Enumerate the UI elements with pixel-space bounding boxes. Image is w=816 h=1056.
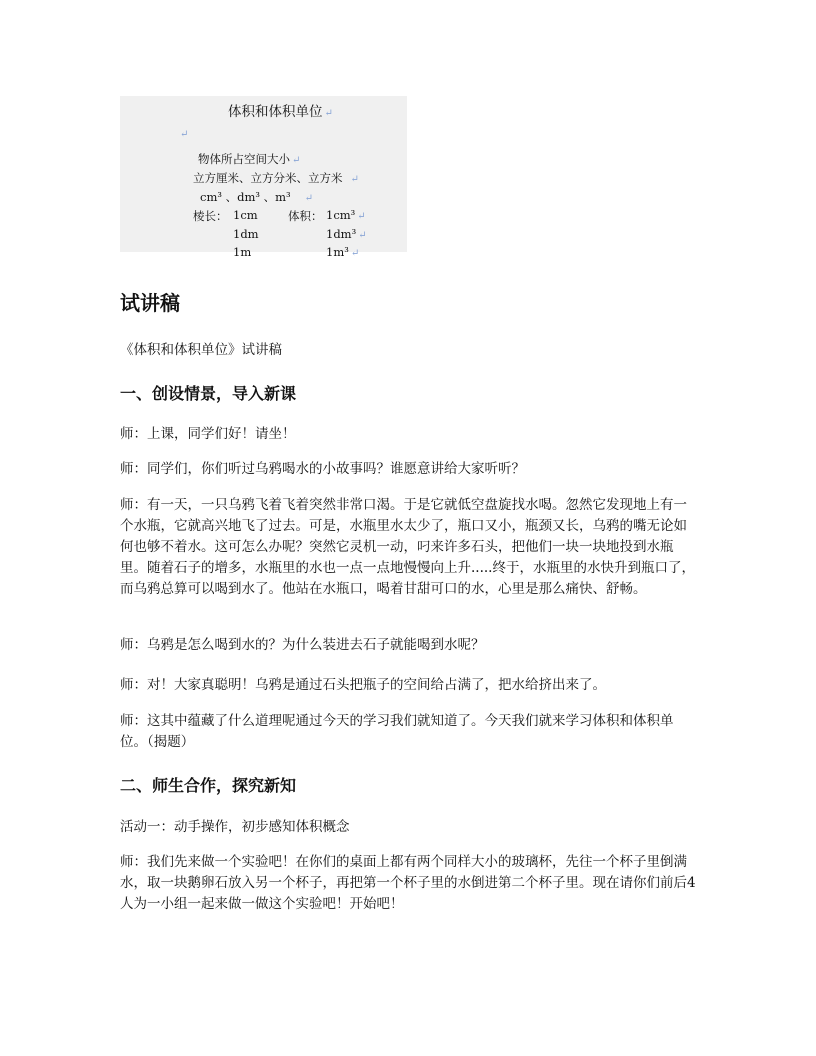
document-subtitle: 《体积和体积单位》试讲稿 <box>120 342 282 358</box>
board-line-units: 立方厘米、立方分米、立方米 ↵ <box>193 171 359 185</box>
board-line-definition: 物体所占空间大小 ↵ <box>198 152 301 166</box>
section-heading: 一、创设情景，导入新课 <box>120 384 297 403</box>
board-edge-label: 棱长： <box>193 209 228 223</box>
paragraph: 师：乌鸦是怎么喝到水的？为什么装进去石子就能喝到水呢？ <box>120 637 485 653</box>
board-volume-value: 1m³ ↵ <box>326 245 360 259</box>
paragraph: 师：对！大家真聪明！乌鸦是通过石头把瓶子的空间给占满了，把水给挤出来了。 <box>120 677 606 693</box>
board-volume-value: 1dm³ ↵ <box>326 227 367 241</box>
paragraph: 师：这其中蕴藏了什么道理呢通过今天的学习我们就知道了。今天我们就来学习体积和体积单位。（揭题） <box>120 713 674 750</box>
board-edge-value: 1m <box>233 245 252 259</box>
paragraph: 活动一：动手操作，初步感知体积概念 <box>120 819 350 835</box>
board-edge-value: 1dm <box>233 227 259 241</box>
blackboard-sketch-image <box>120 96 407 259</box>
board-volume-value: 1cm³ ↵ <box>326 208 366 222</box>
board-line-symbols: cm³ 、dm³ 、m³ ↵ <box>200 190 314 204</box>
board-volume-label: 体积： <box>288 209 323 223</box>
board-edge-value: 1cm <box>233 208 258 222</box>
paragraph: 师：有一天，一只乌鸦飞着飞着突然非常口渴。于是它就低空盘旋找水喝。忽然它发现地上有一个水瓶，它就高兴地飞了过去。可是，水瓶里水太少了，瓶口又小，瓶颈又长，乌鸦的嘴无论如何也够不着水。这可怎么办呢？突然它灵机一动，叼来许多石头，把他们一块一块地投到水瓶里。随着石子的增多，水瓶里的水也一点一点地慢慢向上升.....终于，水瓶里的水快升到瓶口了，而乌鸦总算可以喝到水了。他站在水瓶口，喝着甘甜可口的水，心里是那么痛快、舒畅。 <box>120 497 695 597</box>
paragraph: 师：同学们，你们听过乌鸦喝水的小故事吗？谁愿意讲给大家听听？ <box>120 461 525 477</box>
paragraph: 师：上课，同学们好！请坐！ <box>120 426 296 442</box>
board-title: 体积和体积单位 ↵ <box>228 104 333 120</box>
paragraph: 师：我们先来做一个实验吧！在你们的桌面上都有两个同样大小的玻璃杯，先往一个杯子里倒满水，取一块鹅卵石放入另一个杯子，再把第一个杯子里的水倒进第二个杯子里。现在请你们前后4人为一小组一起来做一做这个实验吧！开始吧！ <box>120 854 696 912</box>
paragraph-mark: ↵ <box>180 129 189 140</box>
page-title: 试讲稿 <box>120 291 180 315</box>
section-heading: 二、师生合作，探究新知 <box>120 776 297 795</box>
